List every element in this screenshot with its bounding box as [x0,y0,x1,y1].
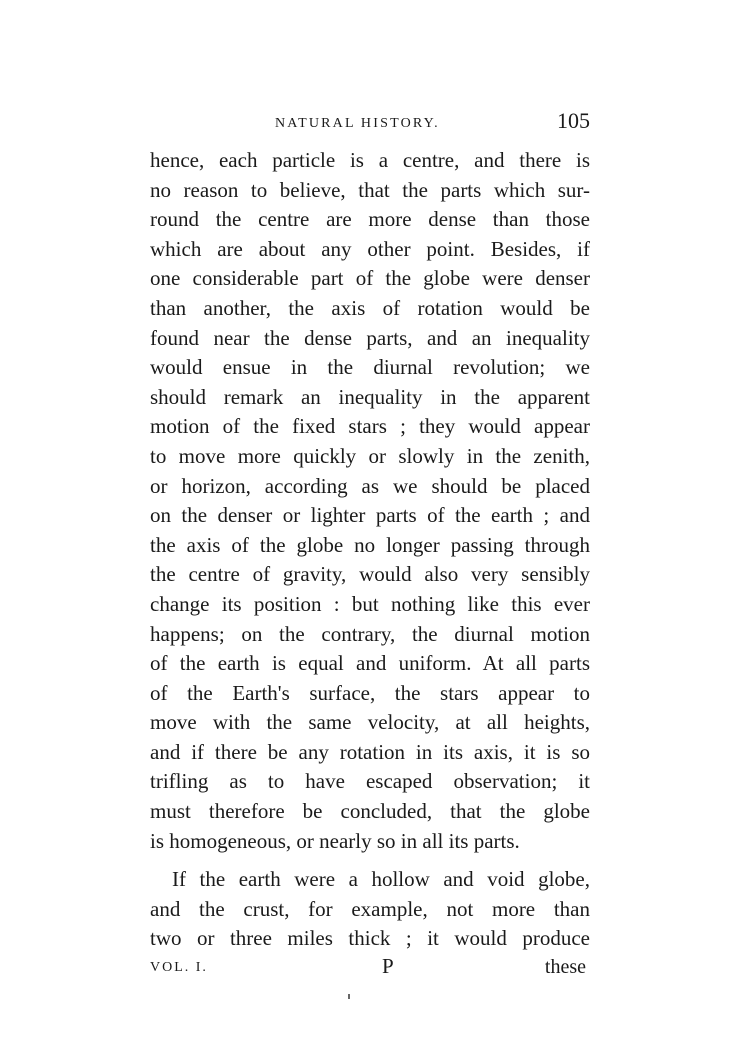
text-line: found near the dense parts, and an inequality [150,325,590,350]
text-line: change its position : but nothing like this ever [150,591,590,616]
text-line: or horizon, according as we should be placed [150,473,590,498]
body-text [150,146,590,954]
text-line: motion of the fixed stars ; they would appear [150,414,590,439]
text-line: to move more quickly or slowly in the zenith, [150,443,590,468]
text-line: is homogeneous, or nearly so in all its parts. [150,828,520,853]
text-line: and the crust, for example, not more than [150,896,590,921]
running-title: NATURAL HISTORY. [275,116,440,131]
volume-mark: VOL. I. [150,960,208,975]
text-line: must therefore be concluded, that the globe [150,799,590,824]
text-line: hence, each particle is a centre, and there is [150,148,590,172]
text-line: one considerable part of the globe were denser [150,266,590,291]
page-number: 105 [557,108,590,133]
catchword: these [544,956,586,978]
paragraph-gap [150,856,590,865]
page-footer [150,954,590,984]
text-line: should remark an inequality in the apparent [150,384,590,409]
text-line: move with the same velocity, at all heights, [150,710,590,735]
text-line: If the earth were a hollow and void globe, [172,867,590,892]
text-line: which are about any other point. Besides, if [150,236,590,261]
text-line: and if there be any rotation in its axis, it is so [150,739,590,764]
text-line: two or three miles thick ; it would produce [150,926,590,951]
text-line: round the centre are more dense than those [150,207,590,232]
text-line: of the earth is equal and uniform. At all parts [150,651,590,676]
text-line: on the denser or lighter parts of the earth ; and [150,503,590,528]
text-line: of the Earth's surface, the stars appear to [150,680,590,705]
text-line: happens; on the contrary, the diurnal motion [150,621,590,646]
text-line: the centre of gravity, would also very sensibly [150,562,590,587]
paragraph [150,146,590,856]
paragraph [150,865,590,954]
text-line: no reason to believe, that the parts which sur- [150,177,590,202]
text-line: would ensue in the diurnal revolution; we [150,355,590,380]
running-header [150,108,590,138]
ink-speck [348,994,350,999]
text-line: trifling as to have escaped observation; it [150,769,590,794]
text-line: than another, the axis of rotation would be [150,295,590,320]
text-line: the axis of the globe no longer passing through [150,532,590,557]
signature-mark: P [382,954,394,978]
